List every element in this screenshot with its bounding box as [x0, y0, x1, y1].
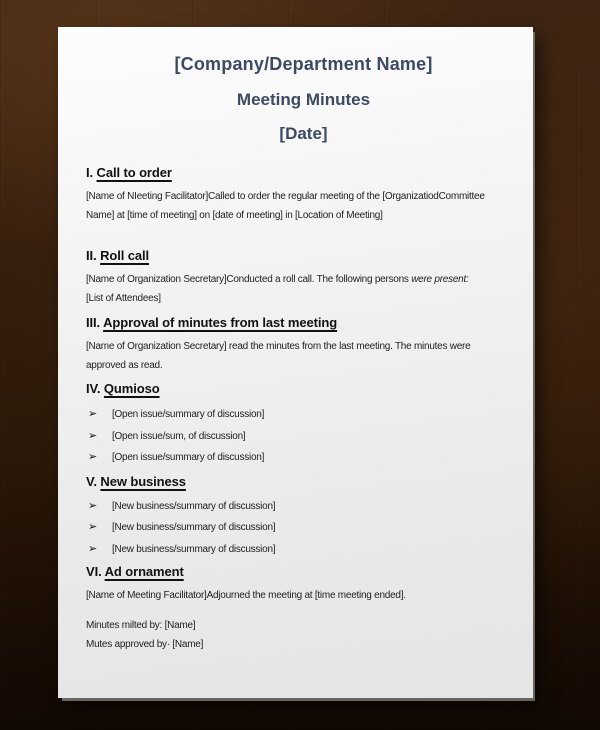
- italic-run: were present:: [411, 274, 469, 285]
- list-item: [86, 539, 521, 561]
- section-heading-call-to-order: [86, 164, 521, 181]
- body-line: approved as read.: [86, 359, 163, 371]
- new-business-bullet-list: [86, 496, 521, 561]
- date-placeholder: [Date]: [279, 124, 328, 143]
- body-line: [Name of Organization Secretary] read the minutes from the last meeting. The minutes were: [86, 341, 471, 352]
- arrow-bullet-icon: ➢: [88, 408, 98, 420]
- section-numeral: III.: [86, 315, 101, 330]
- section-numeral: II.: [86, 248, 97, 263]
- bullet-text: [Open issue/sum, of discussion]: [112, 430, 246, 442]
- bullet-text: [Open issue/summary of discussion]: [112, 452, 265, 463]
- bullet-text: [Open issue/summary of discussion]: [112, 409, 265, 420]
- list-item: [86, 404, 521, 426]
- arrow-bullet-icon: ➢: [88, 451, 98, 463]
- body-line: [Name of Meeting Facilitator]Adjourned the meeting at [time meeting ended].: [86, 590, 406, 601]
- section-numeral: V.: [86, 473, 97, 489]
- arrow-bullet-icon: ➢: [88, 521, 98, 533]
- section-title: Roll call: [100, 248, 150, 263]
- attendees-placeholder: [List of Attendees]: [86, 292, 161, 304]
- minutes-submitted-line: Minutes milted by: [Name]: [86, 619, 196, 631]
- arrow-bullet-icon: ➢: [88, 429, 98, 442]
- list-item: [86, 426, 521, 448]
- section-heading-adjournment: [86, 563, 521, 580]
- roll-call-body: [86, 271, 521, 308]
- section-heading-new-business: [86, 473, 521, 490]
- call-to-order-body: [86, 188, 521, 225]
- company-name-title: [Company/Department Name]: [174, 54, 433, 74]
- arrow-bullet-icon: ➢: [88, 542, 98, 555]
- section-numeral: I.: [86, 165, 94, 180]
- body-line: [Name of NIeeting Facilitator]Called to order the regular meeting of the [OrganizatiodCommittee: [86, 191, 485, 202]
- minutes-approved-line: Mutes approved by· [Name]: [86, 638, 204, 650]
- section-numeral: VI.: [86, 564, 102, 579]
- bullet-text: [New business/summary of discussion]: [112, 543, 276, 555]
- section-title: New business: [100, 473, 186, 489]
- section-numeral: IV.: [86, 381, 101, 396]
- list-item: [86, 517, 521, 539]
- document-title: Meeting Minutes: [236, 90, 371, 109]
- section-title: Call to order: [96, 165, 172, 180]
- open-issues-bullet-list: [86, 404, 521, 469]
- section-title: Qumioso: [103, 381, 160, 396]
- list-item: [86, 496, 521, 518]
- arrow-bullet-icon: ➢: [88, 499, 98, 512]
- adjournment-body: [86, 587, 521, 606]
- section-title: Ad ornament: [104, 564, 184, 579]
- meeting-minutes-document: [58, 27, 533, 698]
- approval-body: [86, 338, 521, 375]
- body-line: [Name of Organization Secretary]Conducted a roll call. The following persons were present:: [86, 274, 469, 285]
- list-item: [86, 447, 521, 469]
- section-title: Approval of minutes from last meeting: [103, 315, 338, 330]
- section-heading-open-issues: [86, 380, 521, 397]
- section-heading-roll-call: [86, 247, 521, 264]
- bullet-text: [New business/summary of discussion]: [112, 522, 276, 533]
- section-heading-approval: [86, 314, 521, 331]
- bullet-text: [New business/summary of discussion]: [112, 500, 276, 512]
- body-line: Name] at [time of meeting] on [date of meeting] in [Location of Meeting]: [86, 209, 383, 221]
